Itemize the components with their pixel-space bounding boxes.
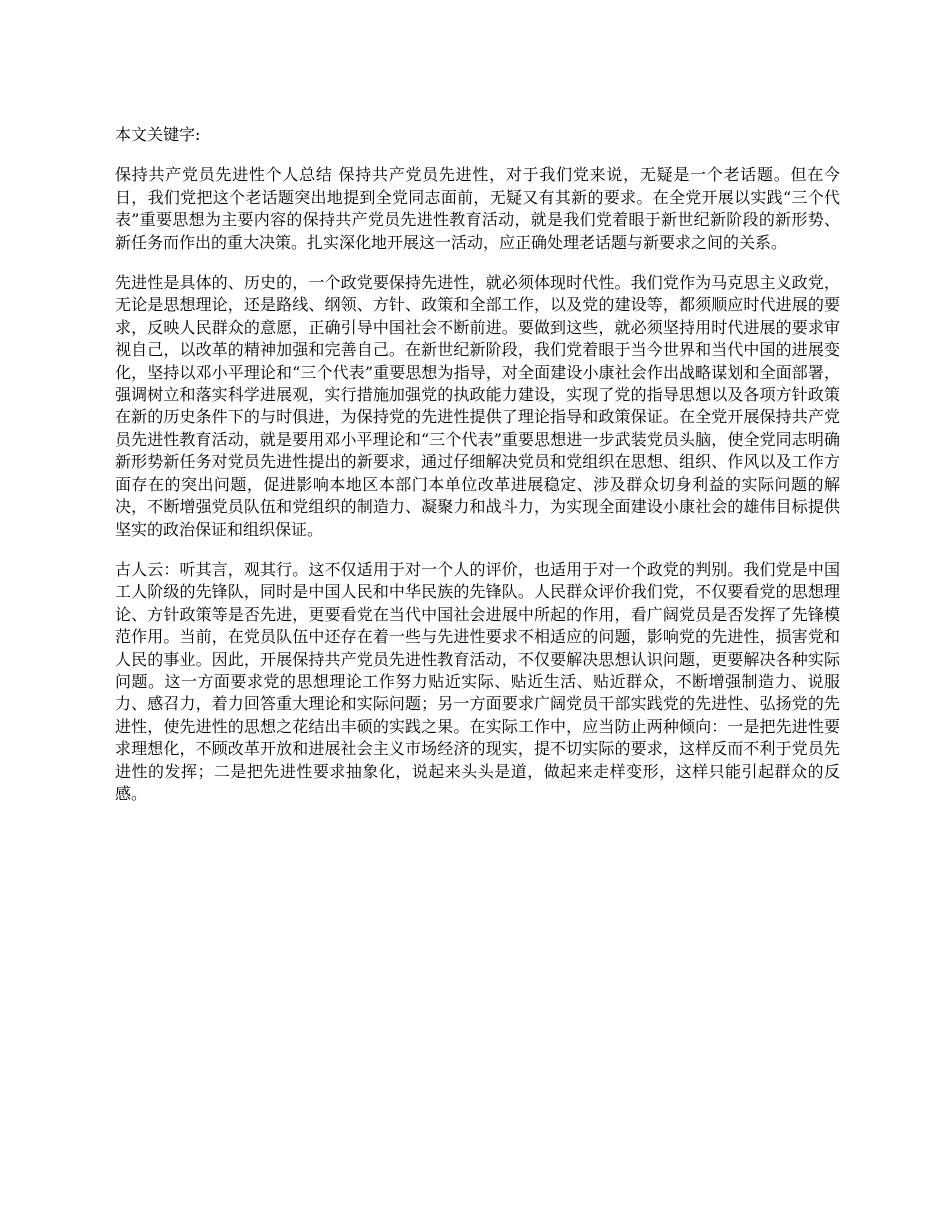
paragraph-1: 保持共产党员先进性个人总结 保持共产党员先进性，对于我们党来说，无疑是一个老话题。但在今日，我们党把这个老话题突出地提到全党同志面前，无疑又有其新的要求。在全党开展以实践“三个代表”重要思想为主要内容的保持共产党员先进性教育活动，就是我们党着眼于新世纪新阶段的新形势、新任务而作出的重大决策。扎实深化地开展这一活动，应正确处理老话题与新要求之间的关系。 <box>115 165 840 252</box>
document-page <box>115 124 840 823</box>
paragraph-3: 古人云：听其言，观其行。这不仅适用于对一个人的评价，也适用于对一个政党的判别。我们党是中国工人阶级的先锋队，同时是中国人民和中华民族的先锋队。人民群众评价我们党，不仅要看党的思想理论、方针政策等是否先进，更要看党在当代中国社会进展中所起的作用，看广阔党员是否发挥了先锋模范作用。当前，在党员队伍中还存在着一些与先进性要求不相适应的问题，影响党的先进性，损害党和人民的事业。因此，开展保持共产党员先进性教育活动，不仅要解决思想认识问题，更要解决各种实际问题。这一方面要求党的思想理论工作努力贴近实际、贴近生活、贴近群众，不断增强制造力、说服力、感召力，着力回答重大理论和实际问题；另一方面要求广阔党员干部实践党的先进性、弘扬党的先进性，使先进性的思想之花结出丰硕的实践之果。在实际工作中，应当防止两种倾向：一是把先进性要求理想化，不顾改革开放和进展社会主义市场经济的现实，提不切实际的要求，这样反而不利于党员先进性的发挥；二是把先进性要求抽象化，说起来头头是道，做起来走样变形，这样只能引起群众的反感。 <box>115 559 840 803</box>
keywords-label: 本文关键字: <box>115 125 201 144</box>
paragraph-2: 先进性是具体的、历史的，一个政党要保持先进性，就必须体现时代性。我们党作为马克思主义政党，无论是思想理论，还是路线、纲领、方针、政策和全部工作，以及党的建设等，都须顺应时代进展的要求，反映人民群众的意愿，正确引导中国社会不断前进。要做到这些，就必须坚持用时代进展的要求审视自己，以改革的精神加强和完善自己。在新世纪新阶段，我们党着眼于当今世界和当代中国的进展变化，坚持以邓小平理论和“三个代表”重要思想为指导，对全面建设小康社会作出战略谋划和全面部署，强调树立和落实科学进展观，实行措施加强党的执政能力建设，实现了党的指导思想以及各项方针政策在新的历史条件下的与时俱进，为保持党的先进性提供了理论指导和政策保证。在全党开展保持共产党员先进性教育活动，就是要用邓小平理论和“三个代表”重要思想进一步武装党员头脑，使全党同志明确新形势新任务对党员先进性提出的新要求，通过仔细解决党员和党组织在思想、组织、作风以及工作方面存在的突出问题，促进影响本地区本部门本单位改革进展稳定、涉及群众切身利益的实际问题的解决，不断增强党员队伍和党组织的制造力、凝聚力和战斗力，为实现全面建设小康社会的雄伟目标提供坚实的政治保证和组织保证。 <box>115 273 840 539</box>
